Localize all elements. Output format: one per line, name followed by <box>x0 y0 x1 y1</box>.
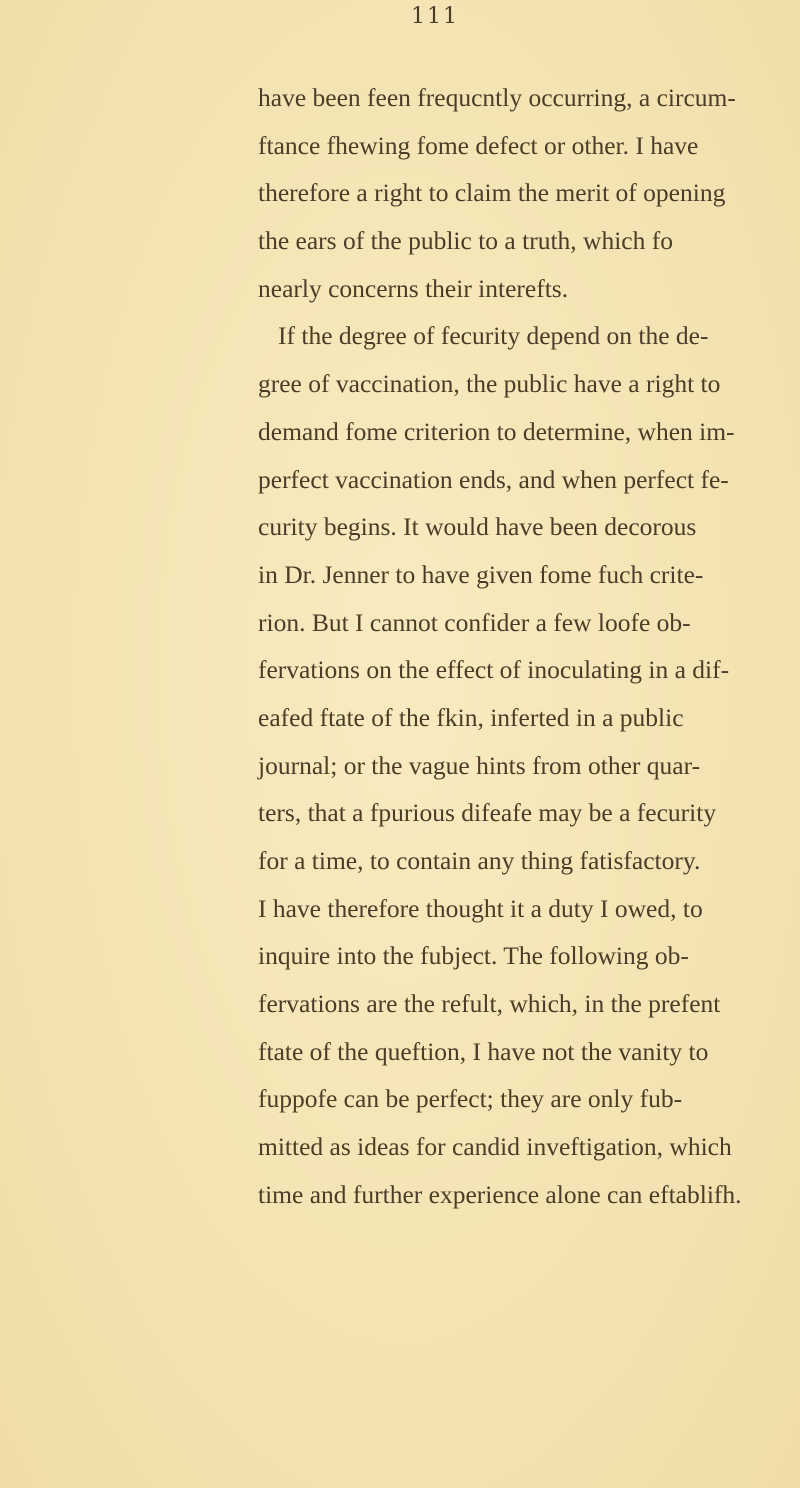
text-line: ters, that a fpurious difeafe may be a fecurity <box>258 798 717 828</box>
text-line: eafed ftate of the fkin, inferted in a public <box>258 702 684 732</box>
page-number: 111 <box>411 4 459 29</box>
text-line: journal; or the vague hints from other quar- <box>258 750 701 780</box>
text-line: curity begins. It would have been decorous <box>258 512 697 542</box>
text-line: have been feen frequcntly occurring, a circum- <box>258 83 736 112</box>
text-line: rion. But I cannot confider a few loofe ob- <box>258 607 691 637</box>
text-line: demand fome criterion to determine, when im- <box>258 416 735 446</box>
text-line: in Dr. Jenner to have given fome fuch crite- <box>258 559 704 589</box>
text-line: ftate of the queftion, I have not the vanity to <box>258 1036 709 1066</box>
text-line: inquire into the fubject. The following ob- <box>258 941 689 971</box>
text-line: mitted as ideas for candid inveftigation, which <box>258 1132 732 1162</box>
text-line: the ears of the public to a truth, which fo <box>258 226 673 256</box>
text-line: for a time, to contain any thing fatisfactory. <box>258 846 701 875</box>
text-line: therefore a right to claim the merit of opening <box>258 178 726 208</box>
text-line: nearly concerns their interefts. <box>258 273 569 303</box>
text-line: If the degree of fecurity depend on the de- <box>278 321 709 351</box>
text-line: ftance fhewing fome defect or other. I have <box>258 130 699 160</box>
text-line: time and further experience alone can eftablifh. <box>258 1179 742 1209</box>
text-line: gree of vaccination, the public have a right to <box>258 369 721 399</box>
text-line: perfect vaccination ends, and when perfect fe- <box>258 464 729 494</box>
text-line: fuppofe can be perfect; they are only fub- <box>258 1084 683 1114</box>
text-line: fervations on the effect of inoculating in a dif- <box>258 655 730 685</box>
text-line: fervations are the refult, which, in the prefent <box>258 989 721 1019</box>
text-line: I have therefore thought it a duty I owed, to <box>258 893 703 923</box>
page-body-text <box>258 74 742 1219</box>
